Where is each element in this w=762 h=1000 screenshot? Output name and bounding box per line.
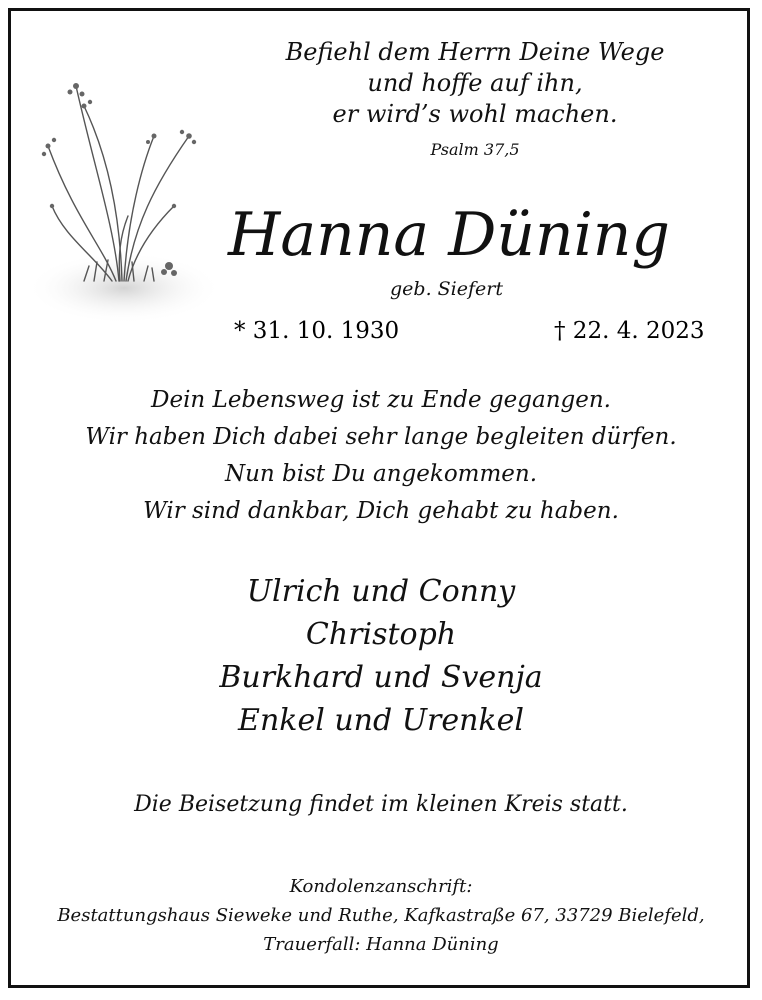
mourner-line: Ulrich und Conny <box>246 574 516 609</box>
psalm-line: er wird’s wohl machen. <box>332 100 618 128</box>
deceased-name: Hanna Düning <box>228 200 670 270</box>
psalm-reference: Psalm 37,5 <box>430 140 520 159</box>
grass-plant-icon <box>24 66 224 326</box>
death-date: † 22. 4. 2023 <box>554 318 705 344</box>
verse-line: Nun bist Du angekommen. <box>224 461 538 487</box>
contact-line: Trauerfall: Hanna Düning <box>263 934 499 955</box>
memorial-verse <box>0 382 762 530</box>
mourner-line: Christoph <box>305 617 457 652</box>
birth-name: geb. Siefert <box>390 278 503 300</box>
mourner-line: Enkel und Urenkel <box>238 703 524 738</box>
verse-line: Wir haben Dich dabei sehr lange begleiten dürfen. <box>85 424 677 450</box>
mourner-line: Burkhard und Svenja <box>219 660 543 695</box>
verse-line: Dein Lebensweg ist zu Ende gegangen. <box>151 387 611 413</box>
birth-date: * 31. 10. 1930 <box>234 318 400 344</box>
contact-line: Bestattungshaus Sieweke und Ruthe, Kafkastraße 67, 33729 Bielefeld, <box>57 905 705 926</box>
mourners-list <box>0 570 762 742</box>
condolence-address <box>0 872 762 959</box>
verse-line: Wir sind dankbar, Dich gehabt zu haben. <box>143 498 619 524</box>
funeral-notice: Die Beisetzung findet im kleinen Kreis statt. <box>134 792 628 817</box>
psalm-quote <box>250 37 700 159</box>
psalm-line: Befiehl dem Herrn Deine Wege <box>285 38 665 66</box>
psalm-line: und hoffe auf ihn, <box>367 69 583 97</box>
contact-line: Kondolenzanschrift: <box>289 876 473 897</box>
